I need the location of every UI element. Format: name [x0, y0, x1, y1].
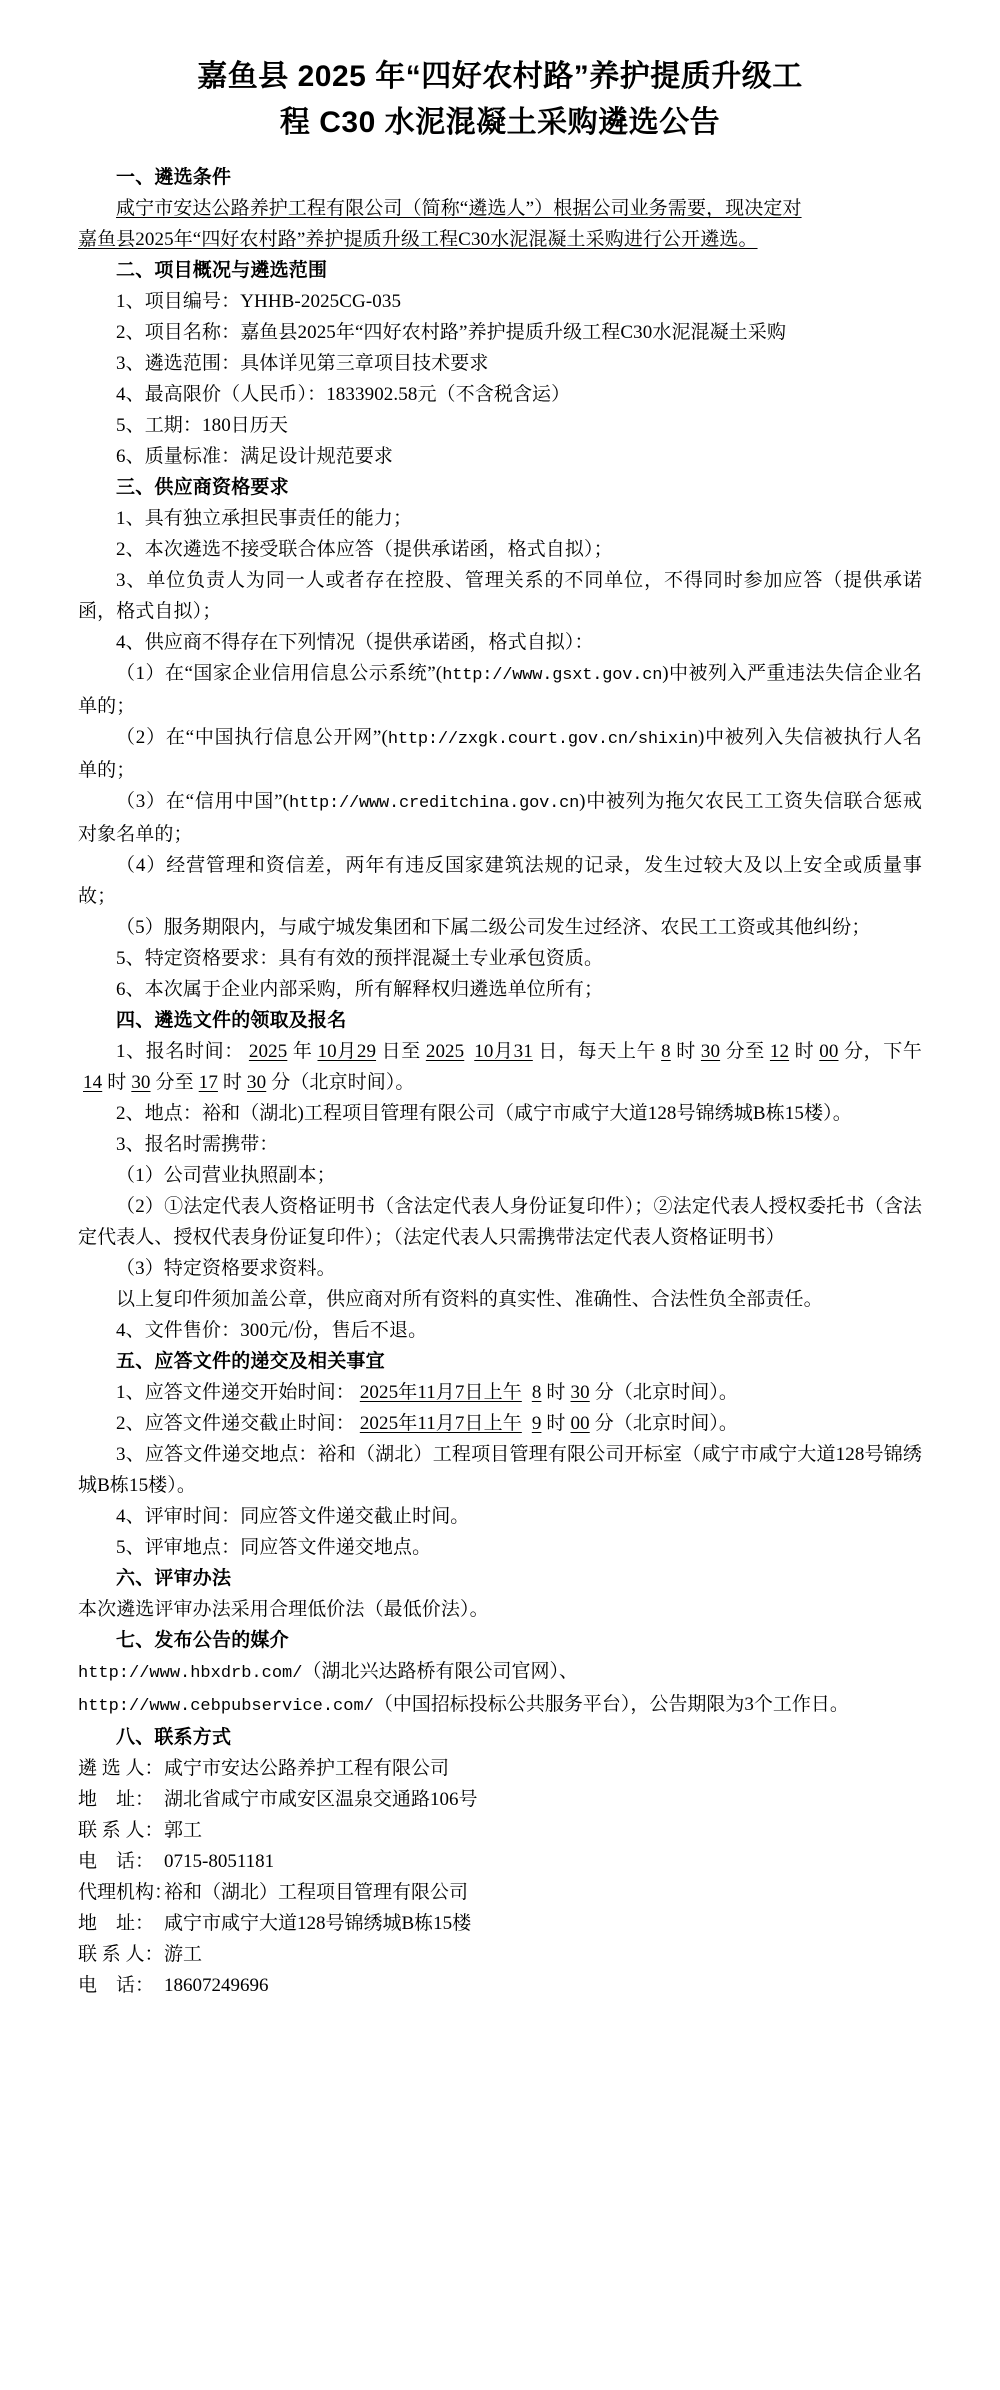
- registration-hour-4: 17: [198, 1072, 218, 1093]
- media-url-1[interactable]: http://www.hbxdrb.com/: [78, 1664, 303, 1683]
- registration-hour-3: 14: [83, 1072, 103, 1093]
- section-4-subitem-2: （2）①法定代表人资格证明书（含法定代表人身份证复印件）；②法定代表人授权委托书（含法定代表人、授权代表身份证复印件）；（法定代表人只需携带法定代表人资格证明书）: [78, 1196, 922, 1248]
- section-4-item-4: 4、文件售价：300元/份，售后不退。: [116, 1320, 428, 1341]
- section-2-item-2: 2、项目名称：嘉鱼县2025年“四好农村路”养护提质升级工程C30水泥混凝土采购: [116, 322, 787, 343]
- section-5-item-1: [78, 1377, 922, 1408]
- section-3-subitem-2-pre: （2）在“中国执行信息公开网”(: [116, 727, 388, 748]
- contact-label: 联 系 人：: [78, 1944, 164, 1965]
- registration-hour-unit-1: 时: [675, 1041, 696, 1062]
- submission-deadline-hour: 9: [531, 1413, 542, 1434]
- section-1-paragraph-line-2: 嘉鱼县2025年“四好农村路”养护提质升级工程C30水泥混凝土采购进行公开遴选。: [78, 229, 758, 250]
- media-url-2-description: （中国招标投标公共服务平台），公告期限为3个工作日。: [373, 1694, 849, 1715]
- submission-start-tail: 分（北京时间）。: [594, 1382, 739, 1403]
- section-4-subitem-1: （1）公司营业执照副本；: [116, 1165, 336, 1186]
- section-3-item-6: 6、本次属于企业内部采购，所有解释权归遴选单位所有；: [116, 979, 604, 1000]
- registration-tail-1: 日，每天上午: [537, 1041, 657, 1062]
- section-3-subitem-3-post: )中被列为拖欠农民工工资失信联合惩戒对象名单的；: [78, 791, 922, 845]
- section-3-heading: 三、供应商资格要求: [116, 477, 289, 498]
- registration-year-2: 2025: [425, 1041, 465, 1062]
- media-url-2[interactable]: http://www.cebpubservice.com/: [78, 1697, 374, 1716]
- section-4-heading: 四、遴选文件的领取及报名: [116, 1010, 347, 1031]
- contact-row: [78, 1815, 922, 1846]
- registration-minute-1: 30: [700, 1041, 721, 1062]
- submission-deadline-hour-unit: 时: [546, 1413, 566, 1434]
- section-4-item-3: 3、报名时需携带：: [116, 1134, 279, 1155]
- registration-hour-unit-3: 时: [107, 1072, 127, 1093]
- registration-day-unit: 日至: [381, 1041, 421, 1062]
- section-3-subitem-2-url: http://zxgk.court.gov.cn/shixin: [387, 730, 698, 749]
- contact-row: [78, 1908, 922, 1939]
- contact-label: 联 系 人：: [78, 1820, 164, 1841]
- section-3-subitem-2-post: )中被列入失信被执行人名单的；: [78, 727, 923, 781]
- registration-hour-2: 12: [769, 1041, 790, 1062]
- section-4-item-2: 2、地点：裕和（湖北)工程项目管理有限公司（咸宁市咸宁大道128号锦绣城B栋15楼）。: [116, 1103, 852, 1124]
- page-title-line-1: 嘉鱼县 2025 年“四好农村路”养护提质升级工: [197, 60, 803, 93]
- section-4-registration-time: [78, 1036, 922, 1098]
- registration-hour-unit-4: 时: [222, 1072, 243, 1093]
- section-5-item-5: 5、评审地点：同应答文件递交地点。: [116, 1537, 432, 1558]
- contact-value: 0715-8051181: [164, 1851, 275, 1872]
- contact-label: 电 话：: [78, 1975, 155, 1996]
- contact-value: 咸宁市咸宁大道128号锦绣城B栋15楼: [164, 1913, 472, 1934]
- contact-row: [78, 1877, 922, 1908]
- contact-value: 18607249696: [164, 1975, 269, 1996]
- registration-minute-unit-1: 分至: [725, 1041, 765, 1062]
- contact-value: 郭工: [164, 1820, 203, 1841]
- registration-minute-3: 30: [131, 1072, 151, 1093]
- section-3-subitem-3-url: http://www.creditchina.gov.cn: [289, 794, 580, 813]
- submission-deadline-label: 2、应答文件递交截止时间：: [116, 1413, 355, 1434]
- submission-deadline-minute: 00: [570, 1413, 590, 1434]
- section-5-item-3: 3、应答文件递交地点：裕和（湖北）工程项目管理有限公司开标室（咸宁市咸宁大道128号锦绣城B栋15楼）。: [78, 1444, 922, 1496]
- registration-minute-unit-2: 分，下午: [843, 1041, 923, 1062]
- submission-start-hour: 8: [531, 1382, 542, 1403]
- registration-minute-4: 30: [247, 1072, 267, 1093]
- submission-start-date: 2025年11月7日上午: [359, 1382, 522, 1403]
- section-3-item-1: 1、具有独立承担民事责任的能力；: [116, 508, 413, 529]
- submission-start-minute: 30: [570, 1382, 590, 1403]
- section-3-subitem-1: [78, 658, 922, 722]
- page-title-line-2: 程 C30 水泥混凝土采购遴选公告: [279, 106, 721, 139]
- contact-row: [78, 1784, 922, 1815]
- section-3-item-2: 2、本次遴选不接受联合体应答（提供承诺函，格式自拟）；: [116, 539, 613, 560]
- media-url-1-description: （湖北兴达路桥有限公司官网）、: [302, 1661, 578, 1682]
- section-3-subitem-5: （5）服务期限内，与咸宁城发集团和下属二级公司发生过经济、农民工工资或其他纠纷；: [116, 917, 871, 938]
- contact-label: 代理机构：: [78, 1882, 174, 1903]
- submission-deadline-date: 2025年11月7日上午: [359, 1413, 522, 1434]
- section-8-heading: 八、联系方式: [116, 1727, 232, 1748]
- section-2-item-3: 3、遴选范围：具体详见第三章项目技术要求: [116, 353, 489, 374]
- section-3-item-4: 4、供应商不得存在下列情况（提供承诺函，格式自拟）：: [116, 632, 594, 653]
- section-7-media-line-2: [78, 1689, 922, 1722]
- contact-label: 电 话：: [78, 1851, 155, 1872]
- contact-list: [78, 1753, 922, 2001]
- registration-monthday-2: 10月31: [474, 1041, 533, 1062]
- registration-hour-1: 8: [661, 1041, 671, 1062]
- section-6-body: 本次遴选评审办法采用合理低价法（最低价法）。: [78, 1599, 489, 1620]
- section-5-item-2: [78, 1408, 922, 1439]
- registration-minute-unit-3: 分至: [155, 1072, 194, 1093]
- contact-label: 地 址：: [78, 1913, 155, 1934]
- submission-start-hour-unit: 时: [546, 1382, 566, 1403]
- registration-hour-unit-2: 时: [794, 1041, 815, 1062]
- contact-row: [78, 1939, 922, 1970]
- contact-row: [78, 1846, 922, 1877]
- section-4-subitem-3: （3）特定资格要求资料。: [116, 1258, 336, 1279]
- section-2-item-4: 4、最高限价（人民币）：1833902.58元（不含税含运）: [116, 384, 571, 405]
- section-2-heading: 二、项目概况与遴选范围: [116, 260, 328, 281]
- section-3-subitem-3: [78, 786, 922, 850]
- contact-label: 地 址：: [78, 1789, 155, 1810]
- section-2-item-5: 5、工期：180日历天: [116, 415, 289, 436]
- section-3-subitem-3-pre: （3）在“信用中国”(: [116, 791, 290, 812]
- section-3-subitem-1-pre: （1）在“国家企业信用信息公示系统”(: [116, 663, 443, 684]
- section-3-item-3: 3、单位负责人为同一人或者存在控股、管理关系的不同单位，不得同时参加应答（提供承诺函，格式自拟）；: [78, 570, 922, 622]
- section-3-subitem-1-post: )中被列入严重违法失信企业名单的；: [78, 663, 922, 717]
- section-5-item-4: 4、评审时间：同应答文件递交截止时间。: [116, 1506, 470, 1527]
- contact-label: 遴 选 人：: [78, 1758, 164, 1779]
- section-7-media-line-1: [78, 1656, 922, 1689]
- section-7-heading: 七、发布公告的媒介: [116, 1630, 289, 1651]
- registration-monthday-1: 10月29: [317, 1041, 377, 1062]
- registration-minute-2: 00: [819, 1041, 839, 1062]
- section-3-item-5: 5、特定资格要求：具有有效的预拌混凝土专业承包资质。: [116, 948, 604, 969]
- page-title: [78, 54, 922, 146]
- contact-value: 咸宁市安达公路养护工程有限公司: [164, 1758, 450, 1779]
- contact-value: 游工: [164, 1944, 203, 1965]
- registration-year-unit: 年: [292, 1041, 313, 1062]
- contact-value: 裕和（湖北）工程项目管理有限公司: [164, 1882, 469, 1903]
- section-6-heading: 六、评审办法: [116, 1568, 232, 1589]
- contact-row: [78, 1970, 922, 2001]
- submission-deadline-tail: 分（北京时间）。: [594, 1413, 739, 1434]
- section-1-heading: 一、遴选条件: [116, 167, 232, 188]
- section-3-subitem-4: （4）经营管理和资信差，两年有违反国家建筑法规的记录，发生过较大及以上安全或质量事故；: [78, 855, 922, 907]
- section-3-subitem-1-url: http://www.gsxt.gov.cn: [442, 666, 663, 685]
- section-3-subitem-2: [78, 722, 922, 786]
- section-2-item-6: 6、质量标准：满足设计规范要求: [116, 446, 394, 467]
- registration-time-label: 1、报名时间：: [116, 1041, 244, 1062]
- registration-tail-2: 分（北京时间）。: [271, 1072, 415, 1093]
- section-5-heading: 五、应答文件的递交及相关事宜: [116, 1351, 385, 1372]
- contact-value: 湖北省咸宁市咸安区温泉交通路106号: [164, 1789, 478, 1810]
- section-2-item-1: 1、项目编号：YHHB-2025CG-035: [116, 291, 402, 312]
- registration-year-1: 2025: [248, 1041, 288, 1062]
- section-4-note: 以上复印件须加盖公章，供应商对所有资料的真实性、准确性、合法性负全部责任。: [116, 1289, 823, 1310]
- section-1-paragraph-line-1: 咸宁市安达公路养护工程有限公司（简称“遴选人”）根据公司业务需要，现决定对: [116, 198, 802, 219]
- contact-row: [78, 1753, 922, 1784]
- submission-start-label: 1、应答文件递交开始时间：: [116, 1382, 355, 1403]
